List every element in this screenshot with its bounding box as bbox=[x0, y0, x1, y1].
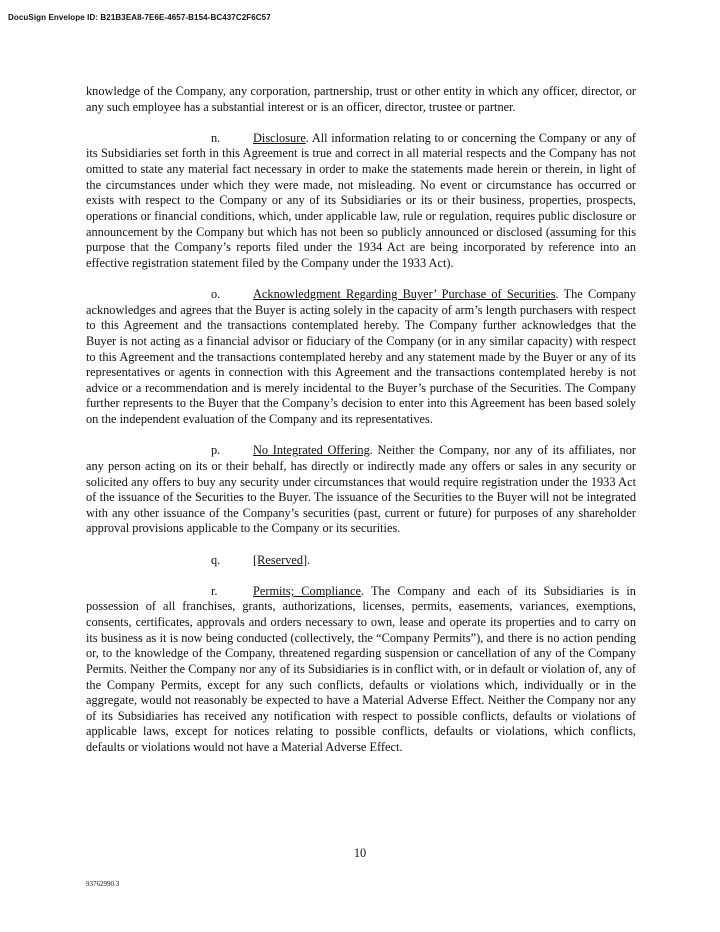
section-number: r. bbox=[211, 583, 218, 598]
section-n-disclosure bbox=[86, 131, 636, 272]
section-o-acknowledgment bbox=[86, 287, 636, 428]
section-number: p. bbox=[211, 443, 221, 458]
section-q-reserved bbox=[86, 553, 636, 569]
intro-paragraph: knowledge of the Company, any corporation, partnership, trust or other entity in which any officer, director, or any such employee has a substantial interest or is an officer, director, trustee or partner. bbox=[86, 84, 636, 114]
document-id: 93762990.3 bbox=[86, 880, 120, 888]
docusign-envelope-id: DocuSign Envelope ID: B21B3EA8-7E6E-4657-B154-BC437C2F6C57 bbox=[8, 13, 271, 22]
section-text: . The Company acknowledges and agrees that the Buyer is acting solely in the capacity of arm’s length purchasers with respect to this Agreement and the transactions contemplated hereby. The Company further acknowledges that the Buyer is not acting as a financial advisor or fiduciary of the Company (or in any similar capacity) with respect to this Agreement and the transactions contemplated hereby and any statement made by the Buyer or any of its representatives or agents in connection with this Agreement and the transactions contemplated hereby is not advice or a recommendation and is merely incidental to the Buyer’s purchase of the Securities. The Company further represents to the Buyer that the Company’s decision to enter into this Agreement has been based solely on the independent evaluation of the Company and its representatives. bbox=[86, 287, 636, 427]
section-heading: No Integrated Offering bbox=[253, 443, 370, 458]
section-number: n. bbox=[211, 130, 221, 145]
section-heading: [Reserved] bbox=[253, 552, 308, 567]
section-r-permits-compliance bbox=[86, 584, 636, 756]
section-text: . The Company and each of its Subsidiaries is in possession of all franchises, grants, authorizations, licenses, permits, easements, variances, exemptions, consents, certificates, approvals and orders necessary to own, lease and operate its properties and to carry on its business as it is now being conducted (collectively, the “Company Permits”), and there is no action pending or, to the knowledge of the Company, threatened regarding suspension or cancellation of any of the Company Permits. Neither the Company nor any of its Subsidiaries is in conflict with, or in default or violation of, any of the Company Permits, except for any such conflicts, defaults or violations which, individually or in the aggregate, would not reasonably be expected to have a Material Adverse Effect. Neither the Company nor any of its Subsidiaries has received any notification with respect to possible conflicts, defaults or violations of applicable laws, except for notices relating to possible conflicts, defaults or violations, which conflicts, defaults or violations would not have a Material Adverse Effect. bbox=[86, 583, 636, 755]
document-body bbox=[86, 84, 636, 771]
section-text: . bbox=[307, 552, 311, 567]
section-number: q. bbox=[211, 552, 221, 567]
section-text: . All information relating to or concerning the Company or any of its Subsidiaries set forth in this Agreement is true and correct in all material respects and the Company has not omitted to state any material fact necessary in order to make the statements made herein or therein, in light of the circumstances under which they were made, not misleading. No event or circumstance has occurred or exists with respect to the Company or any of its Subsidiaries or its or their business, properties, prospects, operations or financial conditions, which, under applicable law, rule or regulation, requires public disclosure or announcement by the Company but which has not been so publicly announced or disclosed (assuming for this purpose that the Company’s reports filed under the 1934 Act are being incorporated by reference into an effective registration statement filed by the Company under the 1933 Act). bbox=[86, 130, 636, 270]
section-heading: Disclosure bbox=[253, 130, 306, 145]
page-number: 10 bbox=[353, 846, 367, 860]
section-text: . Neither the Company, nor any of its affiliates, nor any person acting on its or their behalf, has directly or indirectly made any offers or sales in any security or solicited any offers to buy any security under circumstances that would require registration under the 1933 Act of the issuance of the Securities to the Buyer. The issuance of the Securities to the Buyer will not be integrated with any other issuance of the Company’s securities (past, current or future) for purposes of any shareholder approval provisions applicable to the Company or its securities. bbox=[86, 443, 636, 536]
section-heading: Acknowledgment Regarding Buyer’ Purchase of Securities bbox=[253, 287, 556, 302]
section-heading: Permits; Compliance bbox=[253, 583, 361, 598]
section-p-no-integrated-offering bbox=[86, 443, 636, 537]
section-number: o. bbox=[211, 287, 221, 302]
